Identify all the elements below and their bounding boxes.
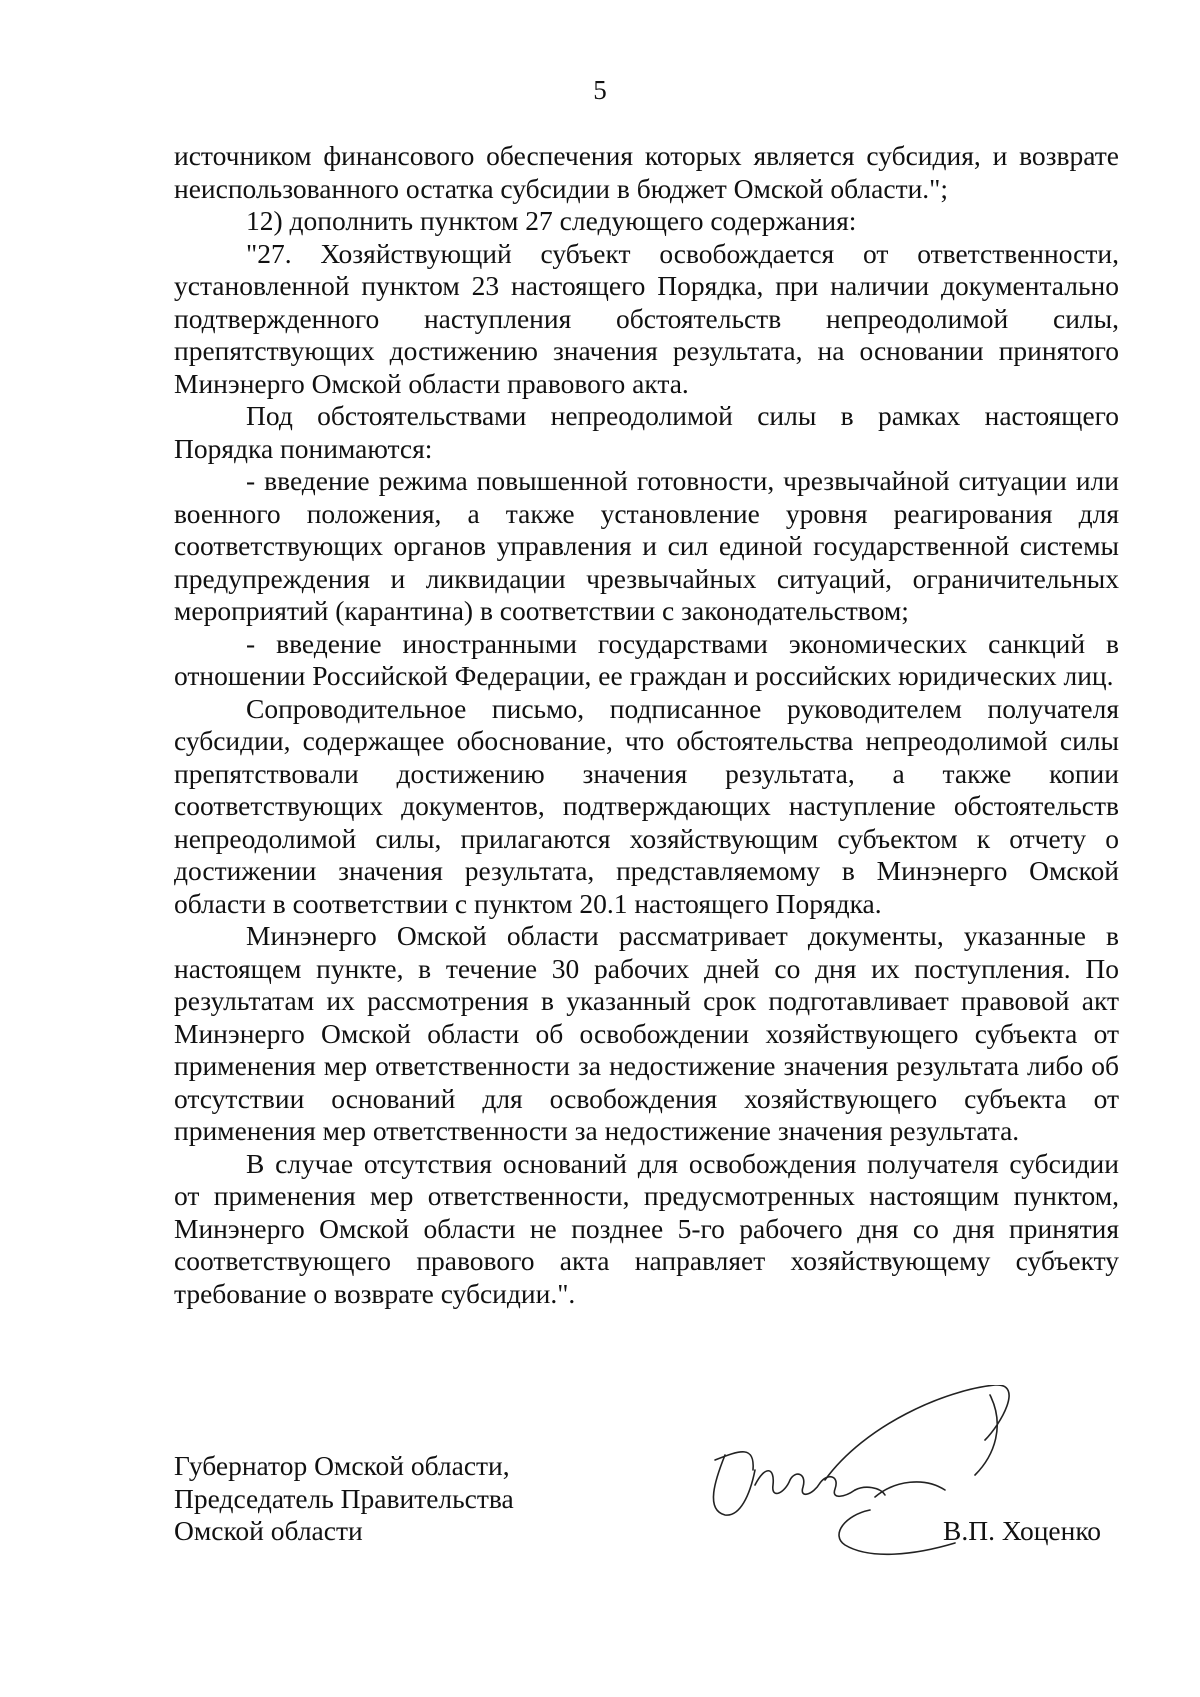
paragraph-list-item-sanctions: - введение иностранными государствами экономических санкций в отношении Российской Федерации, ее граждан и российских юридических лиц.	[174, 627, 1119, 691]
paragraph-amendment-item: 12) дополнить пунктом 27 следующего содержания:	[246, 205, 857, 236]
paragraph-refund-demand: В случае отсутствия оснований для освобождения получателя субсидии от применения мер ответственности, предусмотренных настоящим пунктом, Минэнерго Омской области не позднее 5-го рабочего дня со дня принятия соответствующего правового акта направляет хозяйствующему субъекту требование о возврате субсидии.".	[174, 1147, 1119, 1309]
paragraph-clause-27: "27. Хозяйствующий субъект освобождается от ответственности, установленной пунктом 23 настоящего Порядка, при наличии документально подтвержденного наступления обстоятельств непреодолимой силы, препятствующих достижению значения результата, на основании принятого Минэнерго Омской области правового акта.	[174, 237, 1119, 399]
paragraph-list-item-emergency: - введение режима повышенной готовности, чрезвычайной ситуации или военного положения, а также установление уровня реагирования для соответствующих органов управления и сил единой государственной системы предупреждения и ликвидации чрезвычайных ситуаций, ограничительных мероприятий (карантина) в соответствии с законодательством;	[174, 465, 1119, 626]
paragraph-force-majeure-intro: Под обстоятельствами непреодолимой силы в рамках настоящего Порядка понимаются:	[174, 400, 1119, 464]
signatory-title-line: Губернатор Омской области,	[174, 1450, 510, 1481]
document-body	[174, 140, 1119, 1310]
signatory-name: В.П. Хоценко	[943, 1515, 1102, 1546]
signatory-title-line: Омской области	[174, 1515, 363, 1546]
page-number: 5	[593, 75, 607, 105]
handwritten-signature	[695, 1385, 1095, 1585]
paragraph-cover-letter: Сопроводительное письмо, подписанное руководителем получателя субсидии, содержащее обоснование, что обстоятельства непреодолимой силы препятствовали достижению значения результата, а также копии соответствующих документов, подтверждающих наступление обстоятельств непреодолимой силы, прилагаются хозяйствующим субъектом к отчету о достижении значения результата, представляемому в Минэнерго Омской области в соответствии с пунктом 20.1 настоящего Порядка.	[174, 692, 1119, 919]
signatory-title-line: Председатель Правительства	[174, 1482, 514, 1514]
paragraph-review-procedure: Минэнерго Омской области рассматривает документы, указанные в настоящем пункте, в течение 30 рабочих дней со дня их поступления. По результатам их рассмотрения в указанный срок подготавливает правовой акт Минэнерго Омской области об освобождении хозяйствующего субъекта от применения мер ответственности за недостижение значения результата либо об отсутствии оснований для освобождения хозяйствующего субъекта от применения мер ответственности за недостижение значения результата.	[174, 920, 1119, 1146]
paragraph-continuation: источником финансового обеспечения которых является субсидия, и возврате неиспользованного остатка субсидии в бюджет Омской области.";	[174, 140, 1119, 204]
signatory-title	[174, 1450, 514, 1548]
